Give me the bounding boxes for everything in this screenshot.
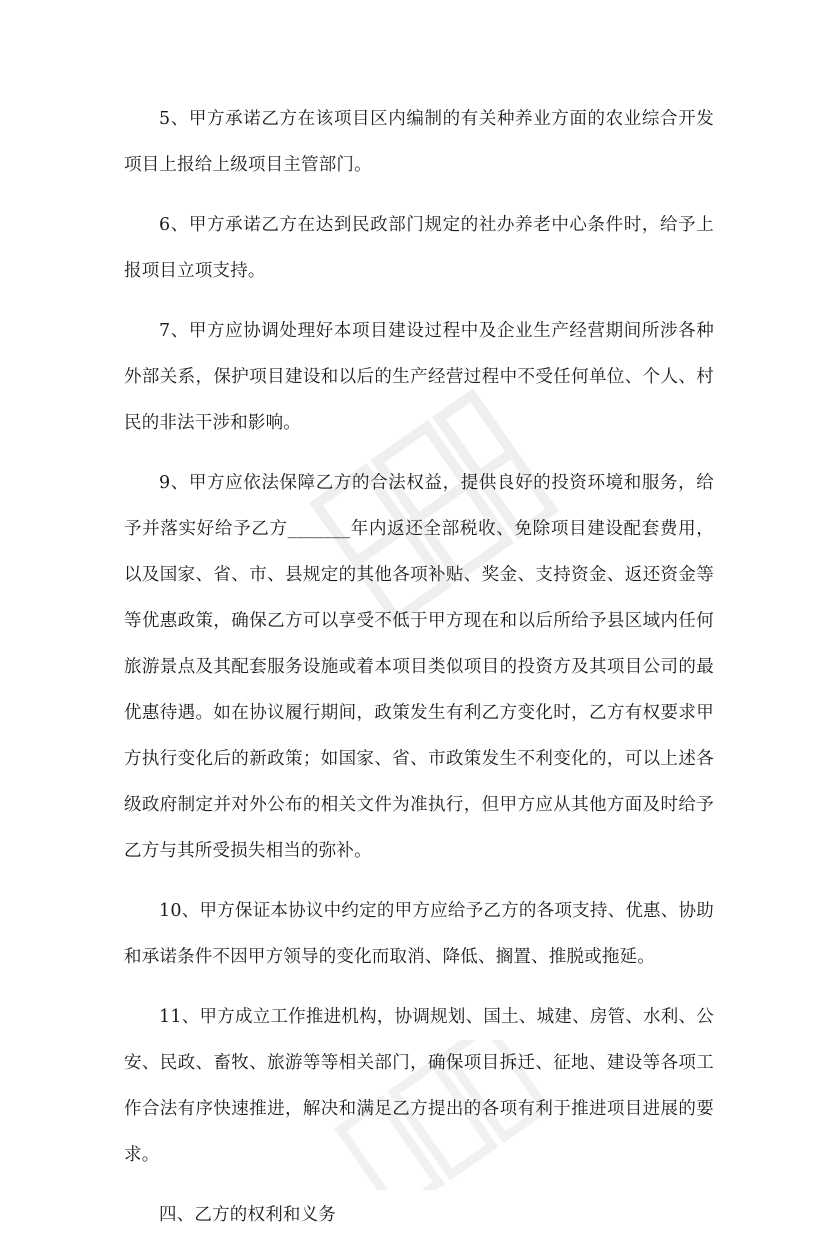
clause-7: 7、甲方应协调处理好本项目建设过程中及企业生产经营期间所涉各种外部关系，保护项目建设和以后的生产经营过程中不受任何单位、个人、村民的非法干涉和影响。: [124, 321, 714, 433]
clause-9: 9、甲方应依法保障乙方的合法权益，提供良好的投资环境和服务，给予并落实好给予乙方_______年内返还全部税收、免除项目建设配套费用，以及国家、省、市、县规定的其他各项补贴、奖金、支持资金、返还资金等等优惠政策，确保乙方可以享受不低于甲方现在和以后所给予县区域内任何旅游景点及其配套服务设施或着本项目类似项目的投资方及其项目公司的最优惠待遇。如在协议履行期间，政策发生有利乙方变化时，乙方有权要求甲方执行变化后的新政策；如国家、省、市政策发生不利变化的，可以上述各级政府制定并对外公布的相关文件为准执行，但甲方应从其他方面及时给予乙方与其所受损失相当的弥补。: [124, 473, 714, 861]
section-heading-4: 四、乙方的权利和义务: [159, 1205, 336, 1225]
clause-6: 6、甲方承诺乙方在达到民政部门规定的社办养老中心条件时，给予上报项目立项支持。: [124, 215, 714, 281]
clause-10: 10、甲方保证本协议中约定的甲方应给予乙方的各项支持、优惠、协助和承诺条件不因甲方领导的变化而取消、降低、搁置、推脱或拖延。: [124, 901, 714, 967]
document-body: [124, 96, 714, 1252]
clause-5: 5、甲方承诺乙方在该项目区内编制的有关种养业方面的农业综合开发项目上报给上级项目主管部门。: [124, 109, 714, 175]
clause-11: 11、甲方成立工作推进机构，协调规划、国土、城建、房管、水利、公安、民政、畜牧、旅游等等相关部门，确保项目拆迁、征地、建设等各项工作合法有序快速推进，解决和满足乙方提出的各项有利于推进项目进展的要求。: [124, 1007, 714, 1165]
